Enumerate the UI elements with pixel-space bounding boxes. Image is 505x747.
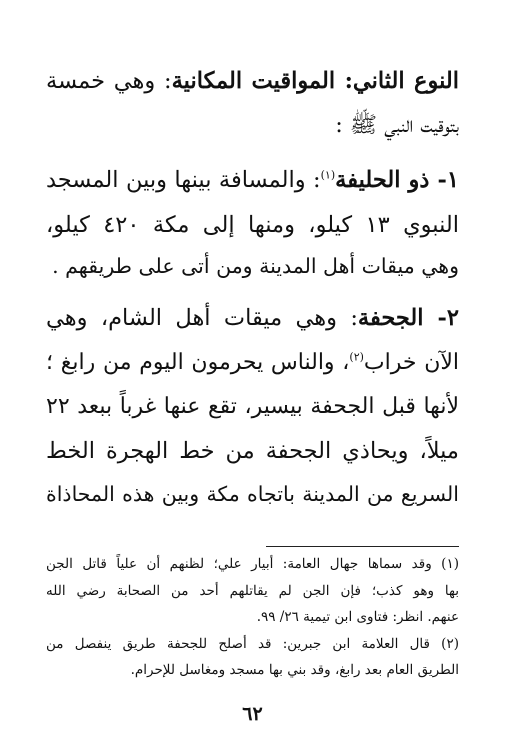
item2-line2-a: الآن خراب: [363, 350, 460, 375]
footnote-ref-2: (٢): [349, 350, 364, 364]
item2-text: : وهي ميقات أهل الشام، وهي: [46, 305, 358, 331]
item2-line5: السريع من المدينة باتجاه مكة وبين هذه المحاذاة: [46, 482, 459, 506]
section-heading: النوع الثاني: المواقيت المكانية: [171, 68, 460, 94]
item2-label: ٢- الجحفة: [357, 305, 459, 331]
page-number: ٦٢: [242, 703, 263, 725]
footnote-1-line1: (١) وقد سماها جهال العامة: أبيار علي؛ لظنهم أن علياً قاتل الجن: [46, 556, 459, 572]
footnote-1-line3: عنهم. انظر: فتاوى ابن تيمية ٢٦/ ٩٩.: [256, 609, 459, 625]
footnote-1-line2: بها وهو كذب؛ فإن الجن لم يقاتلهم أحد من الصحابة رضي الله: [46, 583, 459, 599]
footnote-divider: [266, 546, 459, 547]
footnote-2-line1: (٢) قال العلامة ابن جبرين: قد أصلح للجحفة طريق ينفصل من: [46, 636, 459, 652]
item2-line1: [46, 305, 459, 331]
item1-line3: وهي ميقات أهل المدينة ومن أتى على طريقهم .: [52, 254, 459, 278]
item1-line2: النبوي ١٣ كيلو، ومنها إلى مكة ٤٢٠ كيلو،: [46, 212, 459, 238]
item1-line1: [46, 167, 459, 193]
item2-line3: لأنها قبل الجحفة بيسير، تقع عنها غرباً ببعد ٢٢: [46, 394, 459, 419]
item2-line4: ميلاً، ويحاذي الجحفة من خط الهجرة الخط: [46, 438, 459, 464]
item1-text: : والمسافة بينها وبين المسجد: [46, 167, 321, 193]
intro-line-2: بتوقيت النبي ﷺ :: [335, 112, 459, 138]
item2-line2-b: ، والناس يحرمون اليوم من رابغ ؛: [46, 350, 350, 375]
intro-text: : وهي خمسة: [46, 68, 172, 94]
footnote-2-line2: الطريق العام بعد رابغ، وقد بني بها مسجد ومغاسل للإحرام.: [130, 662, 459, 678]
section-heading-line: [46, 68, 459, 94]
item2-line2: [46, 350, 459, 375]
item1-label: ١- ذو الحليفة: [335, 167, 459, 193]
footnote-ref-1: (١): [320, 168, 336, 182]
